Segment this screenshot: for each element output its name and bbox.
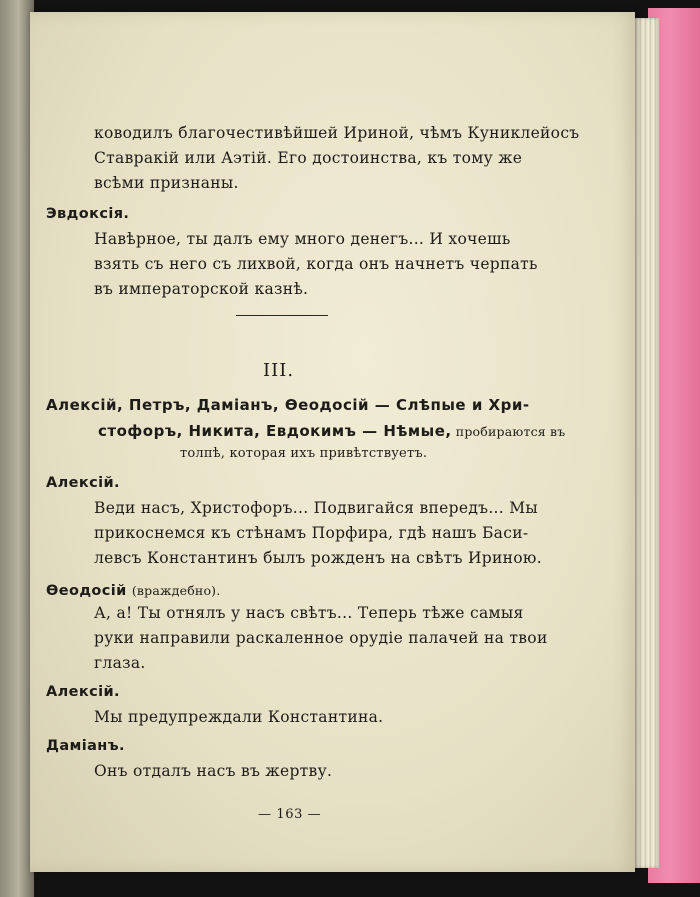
speaker-note: (враждебно). <box>131 583 221 598</box>
text-line: всѣми признаны. <box>94 174 239 192</box>
text-line: Мы предупреждали Константина. <box>94 708 384 726</box>
text-line: руки направили раскаленное орудіе палачей на твои <box>94 629 548 647</box>
text-line: Веди насъ, Христофоръ... Подвигайся впередъ... Мы <box>94 499 539 517</box>
speaker-name: Алексій. <box>46 684 120 700</box>
speaker-name: Эвдоксія. <box>46 206 130 222</box>
text-line: Навѣрное, ты далъ ему много денегъ... И хочешь <box>94 230 511 248</box>
page-number: — 163 — <box>258 807 322 822</box>
text-line: въ императорской казнѣ. <box>94 280 309 298</box>
speaker-name: Ѳеодосій <box>46 583 127 599</box>
section-divider <box>236 315 328 316</box>
speaker-name: Даміанъ. <box>46 738 125 754</box>
text-line: левсъ Константинъ былъ рожденъ на свѣтъ Ириною. <box>94 549 542 567</box>
stage-direction-bold: стофоръ, Никита, Евдокимъ — Нѣмые, <box>98 422 452 440</box>
text-line: взять съ него съ лихвой, когда онъ начнетъ черпать <box>94 255 538 273</box>
text-line: Ставракій или Аэтій. Его достоинства, къ тому же <box>94 149 523 167</box>
section-number: III. <box>263 360 295 381</box>
stage-direction: Алексій, Петръ, Даміанъ, Ѳеодосій — Слѣпые и Хри- <box>46 396 530 414</box>
text-line: глаза. <box>94 654 146 672</box>
adjacent-page-edge <box>0 0 34 897</box>
adjacent-page-mark <box>6 70 20 110</box>
stage-direction: толпѣ, которая ихъ привѣтствуетъ. <box>180 446 428 461</box>
speaker-name: Алексій. <box>46 475 120 491</box>
text-line: прикоснемся къ стѣнамъ Порфира, гдѣ нашъ Баси- <box>94 524 529 542</box>
speaker-line <box>46 580 220 599</box>
stage-direction-normal: пробираются въ <box>451 424 566 439</box>
book-page <box>30 12 635 872</box>
text-line: А, а! Ты отнялъ у насъ свѣтъ... Теперь тѣже самыя <box>94 604 524 622</box>
stage-direction <box>98 421 565 440</box>
text-line: ководилъ благочестивѣйшей Ириной, чѣмъ Куниклейосъ <box>94 124 580 142</box>
text-line: Онъ отдалъ насъ въ жертву. <box>94 762 333 780</box>
page-stack-edge <box>632 18 660 868</box>
